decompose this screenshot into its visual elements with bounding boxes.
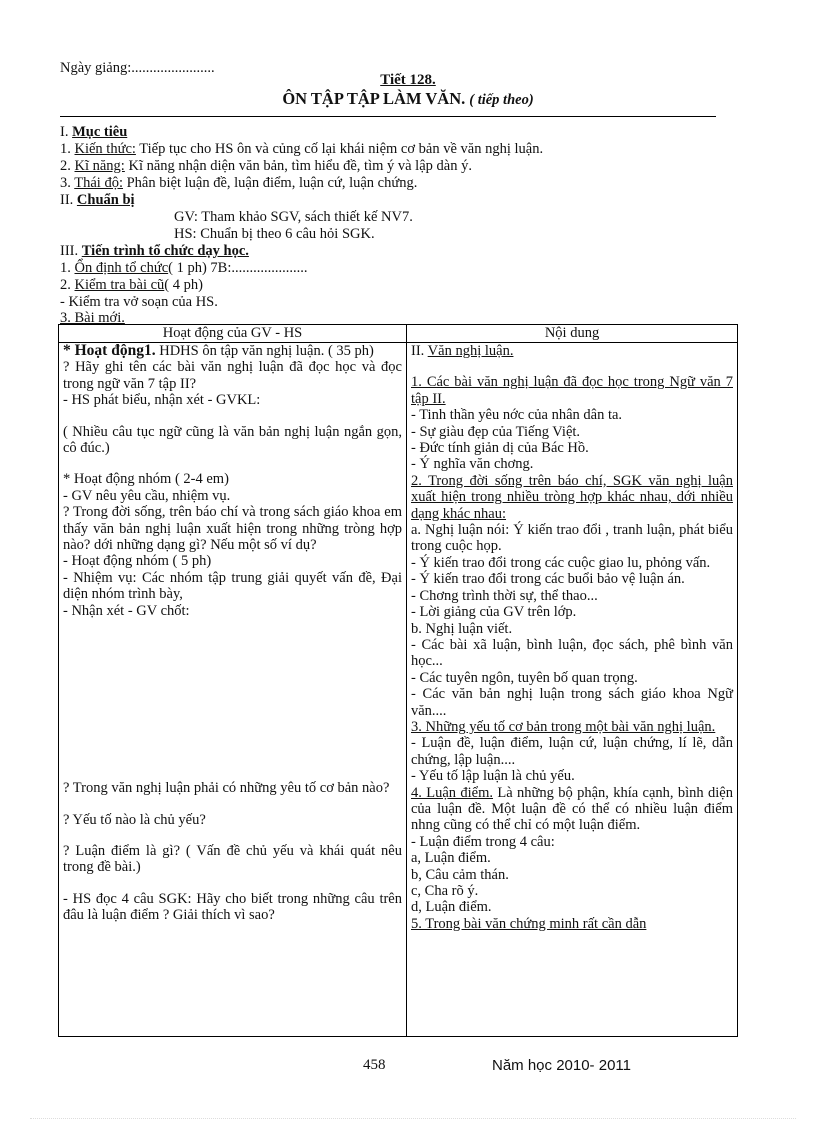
group-item: - GV nêu yêu cầu, nhiệm vụ. [63, 487, 231, 504]
lesson-number: Tiết 128. [380, 72, 436, 88]
list-item: - Lời giảng của GV trên lớp. [411, 604, 577, 621]
group-item: - Nhiệm vụ: Các nhóm tập trung giải quyết vấn đề, Đại diện nhóm trình bày, [63, 569, 402, 603]
question: - HS đọc 4 câu SGK: Hãy cho biết trong những câu trên đâu là luận điểm ? Giải thích vì sao? [63, 890, 402, 924]
list-item: - Yếu tố lập luận là chủ yếu. [411, 768, 575, 785]
objective-num: 1. [60, 141, 71, 157]
step-num: 1. [60, 260, 71, 276]
list-item: - Sự giàu đẹp của Tiếng Việt. [411, 423, 581, 440]
objective-label: Kiến thức: [74, 141, 136, 157]
objective-line [60, 175, 417, 192]
content-item: 5. Trong bài văn chứng minh rất cần dẫn [411, 915, 647, 932]
question: ? Trong văn nghị luận phải có những yêu tố cơ bản nào? [63, 780, 390, 797]
content-item-label: 4. Luận điểm. [411, 784, 493, 801]
list-item: - Ý kiến trao đổi trong các cuộc giao lu, phỏng vấn. [411, 554, 711, 571]
list-item: - Luận điểm trong 4 câu: [411, 833, 555, 850]
list-item: - Đức tính giản dị của Bác Hồ. [411, 440, 589, 457]
question: ? Hãy ghi tên các bài văn nghị luận đã đọc học và đọc trong ngữ văn 7 tập II? [63, 359, 402, 392]
lesson-table [58, 324, 738, 1037]
content-subitem: a. Nghị luận nói: Ý kiến trao đổi , tranh luận, phát biểu trong cuộc họp. [411, 522, 733, 555]
process-step-3: 3. Bài mới. [60, 310, 125, 326]
content-item: 3. Những yếu tố cơ bản trong một bài văn nghị luận. [411, 718, 716, 735]
section-heading [411, 343, 733, 359]
list-item: - Các tuyên ngôn, tuyên bố quan trọng. [411, 669, 638, 686]
activity-1-text: HDHS ôn tập văn nghị luận. ( 35 ph) [155, 343, 374, 359]
objective-num: 3. [60, 175, 71, 191]
list-item: - Chơng trình thời sự, thể thao... [411, 587, 598, 604]
content-subitem: b. Nghị luận viết. [411, 620, 513, 637]
date-line: Ngày giảng:....................... [60, 60, 215, 76]
question: ? Yếu tố nào là chủ yếu? [63, 811, 206, 828]
col-header-activities: Hoạt động của GV - HS [59, 325, 407, 343]
process-heading-num: III. [60, 243, 79, 259]
process-step-2-detail: - Kiểm tra vở soạn của HS. [60, 294, 218, 310]
content-item: 2. Trong đời sống trên báo chí, SGK văn nghị luận xuất hiện trong nhiều tròng hợp khác nhau, dới nhiều dạng khác nhau: [411, 472, 733, 522]
content-column [411, 343, 733, 932]
objective-text: Kĩ năng nhận diện văn bản, tìm hiểu đề, tìm ý và lập dàn ý. [124, 158, 472, 174]
step-text: ( 1 ph) 7B:..................... [168, 260, 308, 276]
objective-text: Tiếp tục cho HS ôn và củng cố lại khái niệm cơ bản về văn nghị luận. [135, 141, 544, 157]
objective-label: Thái độ: [74, 175, 123, 191]
content-item-text: Là những bộ phận, khía cạnh, bình diện của luận đề. Một luận đề có thể có nhiều luận điểm nhng cũng có thể chỉ có một luận điểm. [411, 784, 733, 834]
process-heading [60, 243, 249, 260]
list-item: - Các văn bản nghị luận trong sách giáo khoa Ngữ văn.... [411, 686, 733, 719]
activities-column [63, 343, 402, 924]
process-heading-label: Tiến trình tổ chức dạy học. [81, 243, 249, 259]
table-row [59, 343, 738, 1037]
list-item: - Các bài xã luận, bình luận, đọc sách, phê bình văn học... [411, 636, 733, 670]
preparation-heading-num: II. [60, 192, 74, 208]
objective-text: Phân biệt luận đề, luận điểm, luận cứ, luận chứng. [122, 175, 418, 191]
bottom-divider [30, 1118, 796, 1119]
content-cell [407, 343, 738, 1037]
list-item: d, Luận điểm. [411, 899, 492, 916]
list-item: - Ý nghĩa văn chơng. [411, 456, 534, 473]
preparation-heading [60, 192, 135, 209]
preparation-gv: GV: Tham khảo SGV, sách thiết kế NV7. [174, 209, 413, 225]
response: - HS phát biểu, nhận xét - GVKL: [63, 392, 261, 409]
school-year: Năm học 2010- 2011 [492, 1057, 631, 1074]
activities-cell [59, 343, 407, 1037]
objective-line [60, 141, 543, 158]
process-step-1 [60, 260, 308, 277]
question: ? Luận điểm là gì? ( Vấn đề chủ yếu và khái quát nêu trong đề bài.) [63, 842, 402, 876]
section-label: Văn nghị luận. [427, 343, 514, 359]
objective-num: 2. [60, 158, 71, 174]
step-label: Kiểm tra bài cũ [74, 277, 165, 293]
activity-1-label: * Hoạt động1. [63, 342, 156, 359]
objectives-heading-num: I. [60, 124, 69, 140]
list-item: - Ý kiến trao đổi trong các buổi bảo vệ luận án. [411, 571, 685, 588]
title-text: ÔN TẬP TẬP LÀM VĂN. [282, 89, 466, 108]
objective-label: Kĩ năng: [74, 158, 125, 174]
step-num: 2. [60, 277, 71, 293]
table-header-row [59, 325, 738, 343]
activity-1 [63, 343, 402, 359]
preparation-heading-label: Chuẩn bị [76, 192, 135, 208]
note: ( Nhiều câu tục ngữ cũng là văn bản nghị luận ngắn gọn, cô đúc.) [63, 423, 402, 457]
group-activity-title: * Hoạt động nhóm ( 2-4 em) [63, 471, 229, 488]
page-number: 458 [363, 1057, 386, 1073]
step-text: ( 4 ph) [164, 277, 203, 293]
list-item: b, Câu cảm thán. [411, 866, 509, 883]
process-step-2 [60, 277, 203, 294]
list-item: - Tinh thần yêu nớc của nhân dân ta. [411, 407, 623, 424]
group-item: ? Trong đời sống, trên báo chí và trong sách giáo khoa em thấy văn bản nghị luận xuất hiện trong những tròng hợp nào? dới những dạng gì? Nếu một số ví dụ? [63, 504, 402, 554]
content-item [411, 785, 733, 834]
col-header-content: Nội dung [407, 325, 738, 343]
list-item: a, Luận điểm. [411, 850, 491, 867]
section-num: II. [411, 343, 425, 359]
header-rule [60, 116, 716, 117]
page-title [0, 89, 816, 109]
list-item: c, Cha rõ ý. [411, 883, 479, 899]
title-suffix: ( tiếp theo) [469, 92, 534, 108]
list-item: - Luận đề, luận điểm, luận cứ, luận chứng, lí lẽ, dẫn chứng, lập luận.... [411, 735, 733, 768]
step-label: Ổn định tổ chức [74, 260, 169, 276]
objectives-heading [60, 124, 127, 141]
group-item: - Nhận xét - GV chốt: [63, 602, 190, 619]
group-item: - Hoạt động nhóm ( 5 ph) [63, 553, 212, 570]
preparation-hs: HS: Chuẩn bị theo 6 câu hỏi SGK. [174, 226, 375, 242]
content-item: 1. Các bài văn nghị luận đã đọc học trong Ngữ văn 7 tập II. [411, 374, 733, 407]
objectives-heading-label: Mục tiêu [72, 124, 128, 140]
objective-line [60, 158, 472, 175]
